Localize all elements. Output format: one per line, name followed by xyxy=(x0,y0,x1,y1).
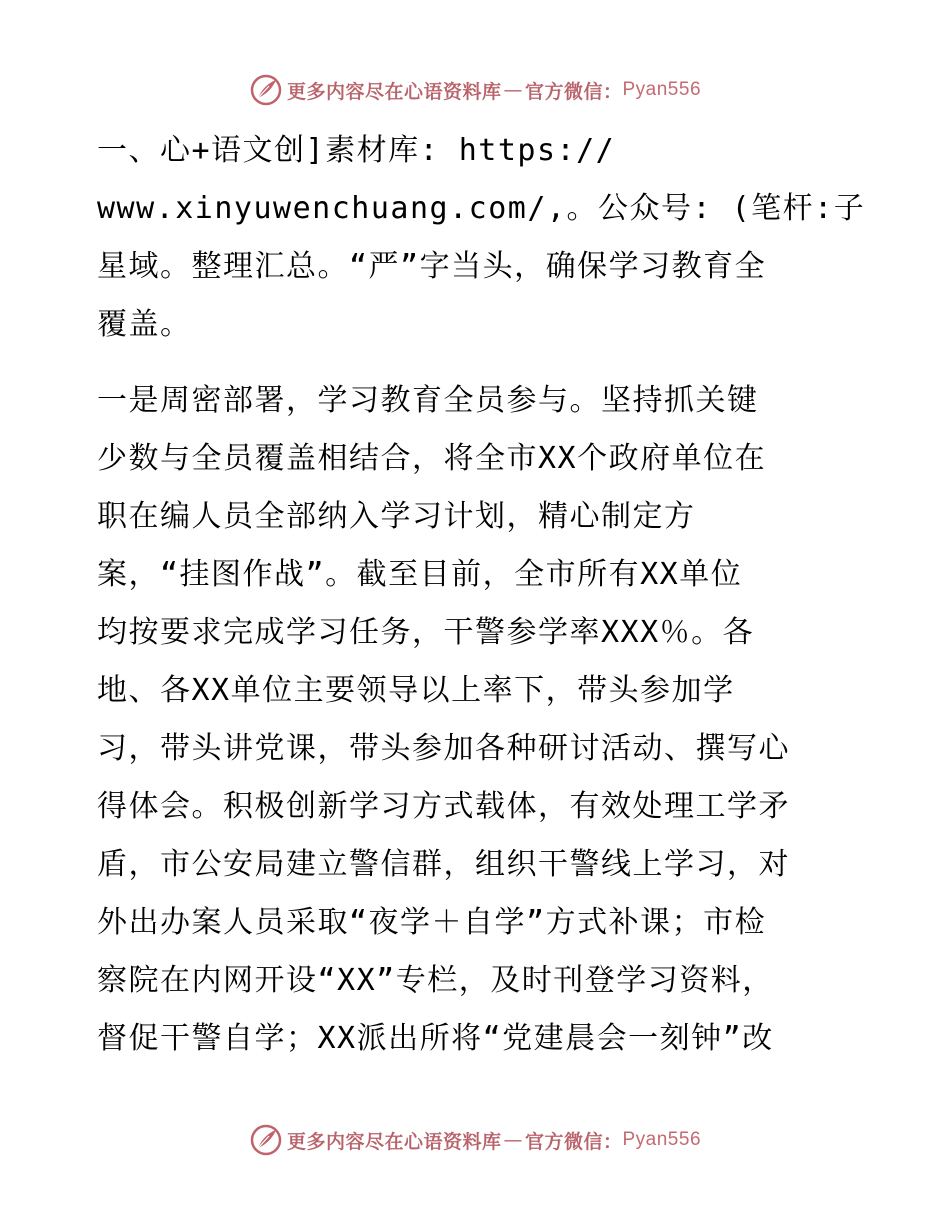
watermark-text: 更多内容尽在心语资料库 xyxy=(286,1130,502,1153)
watermark-text: 更多内容尽在心语资料库 xyxy=(286,80,502,103)
text-line: 案，“挂图作战”。截至目前，全市所有XX单位 xyxy=(97,557,743,592)
text-line: 外出办案人员采取“夜学＋自学”方式补课；市检 xyxy=(97,905,767,940)
text-line: 职在编人员全部纳入学习计划，精心制定方 xyxy=(97,499,696,534)
text-line: www.xinyuwenchuang.com/,。公众号: (笔杆:子 xyxy=(97,191,866,226)
watermark-official-label: 官方微信： xyxy=(524,1130,623,1153)
paragraph-1 xyxy=(97,122,867,354)
text-line: 察院在内网开设“XX”专栏，及时刊登学习资料， xyxy=(97,963,774,998)
text-line: 覆盖。 xyxy=(97,307,192,342)
watermark-official-label: 官方微信： xyxy=(524,80,623,103)
text-line: 一、心+语文创]素材库: https:// xyxy=(97,133,616,168)
text-line: 星域。整理汇总。“严”字当头，确保学习教育全 xyxy=(97,249,767,284)
feather-pen-logo-icon xyxy=(249,1123,283,1157)
watermark-wechat-id: Pyan556 xyxy=(622,1129,702,1150)
watermark-separator: — xyxy=(503,79,523,101)
text-line: 盾，市公安局建立警信群，组织干警线上学习，对 xyxy=(97,847,790,882)
text-line: 地、各XX单位主要领导以上率下，带头参加学 xyxy=(97,673,735,708)
feather-pen-logo-icon xyxy=(249,73,283,107)
header-watermark xyxy=(0,70,950,110)
paragraph-2 xyxy=(97,372,867,1068)
footer-watermark xyxy=(0,1120,950,1160)
text-line: 督促干警自学；XX派出所将“党建晨会一刻钟”改 xyxy=(97,1021,774,1056)
paragraph-gap xyxy=(97,354,867,372)
text-line: 习，带头讲党课，带头参加各种研讨活动、撰写心 xyxy=(97,731,790,766)
text-line: 均按要求完成学习任务，干警参学率XXX％。各 xyxy=(97,615,755,650)
text-line: 一是周密部署，学习教育全员参与。坚持抓关键 xyxy=(97,383,759,418)
watermark-separator: — xyxy=(503,1129,523,1151)
text-line: 得体会。积极创新学习方式载体，有效处理工学矛 xyxy=(97,789,790,824)
watermark-wechat-id: Pyan556 xyxy=(622,79,702,100)
text-line: 少数与全员覆盖相结合，将全市XX个政府单位在 xyxy=(97,441,767,476)
document-body xyxy=(97,122,867,1068)
